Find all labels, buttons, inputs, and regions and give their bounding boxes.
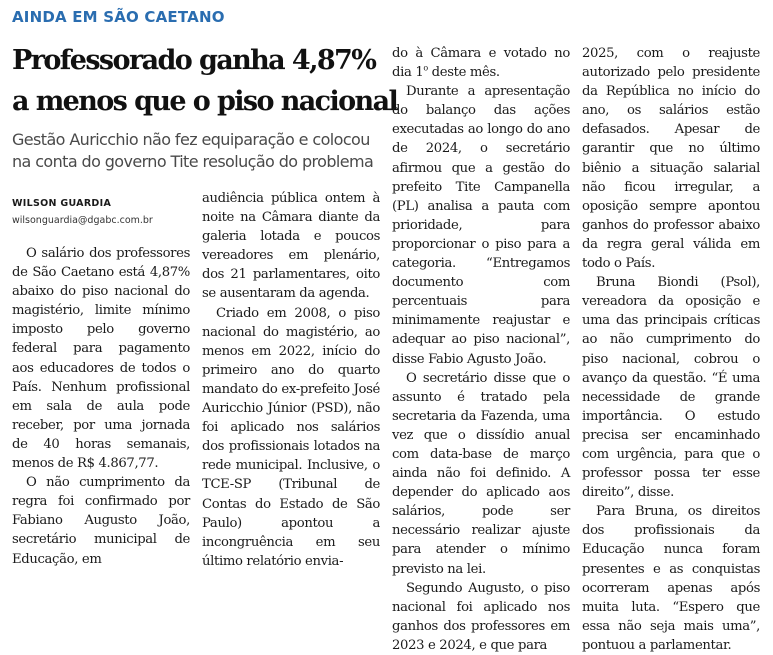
paragraph: O secretário disse que o assunto é tratado pela secretaria da Fazenda, uma vez que o dissídio anual com data-base de março ainda não foi definido. A depender do aplicado aos salários, pode ser necessário realizar ajuste para atender o mínimo previsto na lei. [392,370,570,577]
subheadline-line-1: Gestão Auricchio não fez equiparação e colocou [12,130,370,149]
article-column-1 [12,244,190,569]
paragraph: Para Bruna, os direitos dos profissionais da Educação nunca foram presentes e as conquistas ocorreram apenas após muita luta. “Espero que essa não seja mais uma”, pontuou a parlamentar. [582,504,760,653]
headline [12,40,398,122]
paragraph-text: do à Câmara e votado no dia 1 [392,46,570,81]
subheadline [12,129,387,173]
paragraph: 2025, com o reajuste autorizado pelo presidente da República no início do ano, os salários estão defasados. Apesar de garantir que no último biênio a situação salarial não ficou irregular, a oposição sempre apontou ganhos do professor abaixo da regra geral válida em todo o País. [582,46,760,272]
article-column-3 [392,44,570,655]
headline-line-1: Professorado ganha 4,87% [12,45,376,76]
article-column-4 [582,44,760,655]
author-name: WILSON GUARDIA [12,198,112,209]
paragraph: O não cumprimento da regra foi confirmado por Fabiano Augusto João, secretário municipal de Educação, em [12,475,190,567]
subheadline-line-2: na conta do governo Tite resolução do problema [12,152,374,171]
article-column-2 [202,189,380,571]
author-email: wilsonguardia@dgabc.com.br [12,215,153,226]
ordinal-superscript: o [423,63,428,73]
kicker: AINDA EM SÃO CAETANO [12,8,225,26]
paragraph: Durante a apresentação do balanço das ações executadas ao longo do ano de 2024, o secretário afirmou que a gestão do prefeito Tite Campanella (PL) analisa a pauta com prioridade, para proporcionar o piso para a categoria. “Entregamos documento com percentuais para minimamente reajustar e adequar ao piso nacional”, disse Fabio Agusto João. [392,84,570,367]
headline-line-2: a menos que o piso nacional [12,86,398,117]
paragraph-text: deste mês. [427,65,500,81]
paragraph: O salário dos professores de São Caetano está 4,87% abaixo do piso nacional do magistério, limite mínimo imposto pelo governo federal para pagamento aos educadores de todos o País. Nenhum profissional em sala de aula pode receber, por uma jornada de 40 horas semanais, menos de R$ 4.867,77. [12,246,190,472]
paragraph: Segundo Augusto, o piso nacional foi aplicado nos ganhos dos professores em 2023 e 2024, e que para [392,580,570,653]
paragraph: audiência pública ontem à noite na Câmara diante da galeria lotada e poucos vereadores em plenário, dos 21 parlamentares, oito se ausentaram da agenda. [202,191,380,302]
paragraph: Criado em 2008, o piso nacional do magistério, ao menos em 2022, início do primeiro ano do quarto mandato do ex-prefeito José Auricchio Júnior (PSD), não foi aplicado nos salários dos profissionais lotados na rede municipal. Inclusive, o TCE-SP (Tribunal de Contas do Estado de São Paulo) apontou a incongruência em seu último relatório envia- [202,305,380,569]
paragraph [392,44,570,82]
paragraph: Bruna Biondi (Psol), vereadora da oposição e uma das principais críticas ao não cumprimento do piso nacional, cobrou o avanço da questão. “É uma necessidade de grande importância. O estudo precisa ser encaminhado com urgência, para que o professor possa ter esse direito”, disse. [582,275,760,501]
byline [12,198,153,226]
